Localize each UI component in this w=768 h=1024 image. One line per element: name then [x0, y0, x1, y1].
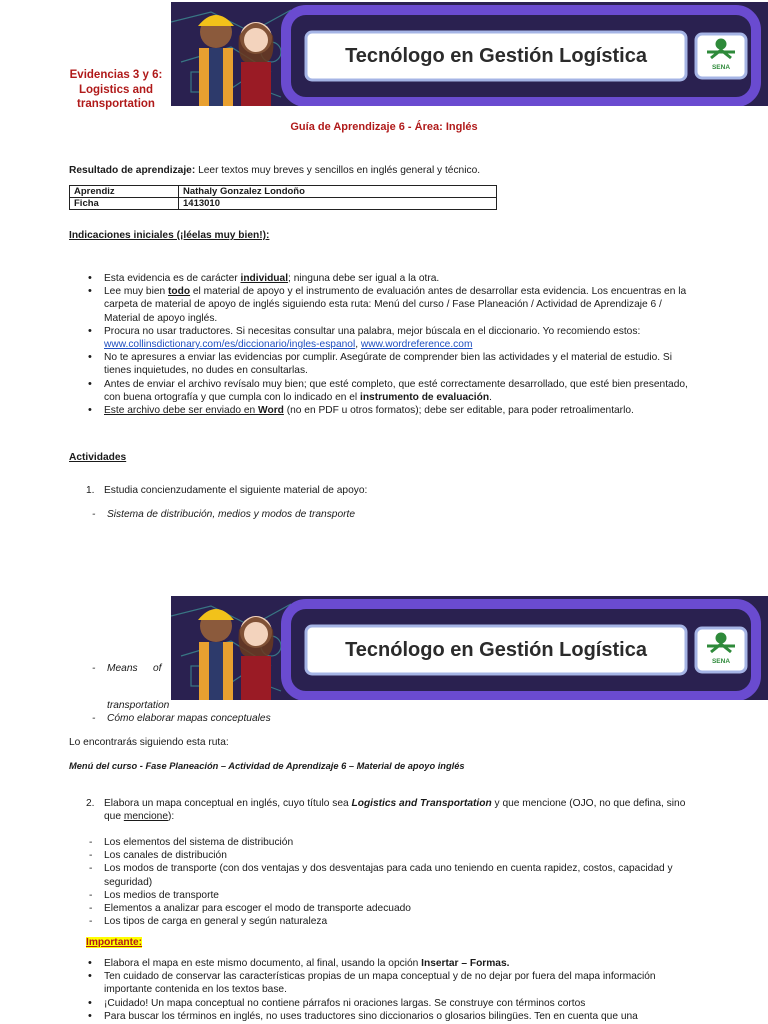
- header-banner-repeat: [171, 596, 768, 700]
- list-item: - Means: [92, 663, 138, 674]
- indications-heading: Indicaciones iniciales (¡léelas muy bien!):: [69, 230, 270, 241]
- activity-item: Estudia concienzudamente el siguiente material de apoyo:: [104, 485, 368, 496]
- list-item: • Ten cuidado de conservar las características propias de un mapa conceptual y de no dejar por fuera del mapa información importante contenida en los textos base.: [104, 970, 694, 996]
- info-table: [69, 185, 497, 210]
- list-item: • Elabora el mapa en este mismo documento, al final, usando la opción Insertar – Formas.: [104, 957, 694, 970]
- table-row: [70, 186, 497, 198]
- list-item: • Lee muy bien todo el material de apoyo y el instrumento de evaluación antes de desarrollar esta evidencia. Los encuentras en la carpeta de material de apoyo de inglés siguiendo esta ruta: Menú del curso / Fase Planeación / Actividad de Aprendizaje 6 / Material de apoyo inglés.: [104, 285, 694, 325]
- list-item: • Antes de enviar el archivo revísalo muy bien; que esté completo, que esté correctamente desarrollado, que esté bien presentado, con buena ortografía y que cumpla con lo indicado en el instrumento de evaluación.: [104, 378, 694, 404]
- dash-list: [89, 836, 704, 928]
- sena-logo: SENA: [711, 658, 731, 665]
- learning-result: Resultado de aprendizaje: Leer textos muy breves y sencillos en inglés general y técnico.: [69, 165, 481, 176]
- route-intro: Lo encontrarás siguiendo esta ruta:: [69, 737, 229, 748]
- table-cell: Aprendiz: [70, 186, 179, 198]
- list-item-word: of: [153, 663, 162, 674]
- list-item: - Cómo elaborar mapas conceptuales: [92, 713, 271, 724]
- activity-item: Elabora un mapa conceptual en inglés, cuyo título sea Logistics and Transportation y que mencione (OJO, no que defina, sino que mencione):: [104, 798, 686, 823]
- list-item: - Los medios de transporte: [89, 889, 219, 901]
- sena-logo: SENA: [711, 64, 731, 71]
- table-cell: Nathaly Gonzalez Londoño: [179, 186, 497, 198]
- list-item: - Los canales de distribución: [89, 850, 227, 862]
- list-item: - Los elementos del sistema de distribución: [89, 837, 294, 848]
- evidence-title: Evidencias 3 y 6: Logistics and transportation: [69, 69, 163, 110]
- table-cell: Ficha: [70, 198, 179, 210]
- table-cell: 1413010: [179, 198, 497, 210]
- item-number: 1.: [86, 485, 95, 496]
- list-item: - Elementos a analizar para escoger el modo de transporte adecuado: [89, 903, 411, 915]
- list-item: • Para buscar los términos en inglés, no uses traductores sino diccionarios o glosarios bilingües. Ten en cuenta que una: [104, 1010, 694, 1023]
- collins-link[interactable]: www.collinsdictionary.com/es/diccionario/ingles-espanol: [104, 339, 356, 351]
- important-label: Importante:: [86, 937, 143, 948]
- item-number: 2.: [86, 798, 95, 809]
- indications-list: [104, 272, 694, 417]
- list-item: • No te apresures a enviar las evidencias por cumplir. Asegúrate de comprender bien las actividades y el material de estudio. Si tienes inquietudes, no dudes en consultarlas.: [104, 351, 694, 377]
- banner-title: Tecnólogo en Gestión Logística: [345, 639, 647, 661]
- list-item: - Sistema de distribución, medios y modos de transporte: [92, 509, 356, 520]
- important-list: [104, 957, 694, 1023]
- header-banner: [171, 2, 768, 106]
- list-item: - Los tipos de carga en general y según naturaleza: [89, 916, 328, 928]
- list-item: • Procura no usar traductores. Si necesitas consultar una palabra, mejor búscala en el diccionario. Yo recomiendo estos: www.collinsdictionary.com/es/diccionario/ingles-espanol, www.wordreference.com: [104, 325, 694, 351]
- list-item-word: transportation: [107, 700, 170, 711]
- wordreference-link[interactable]: www.wordreference.com: [360, 339, 473, 351]
- list-item: - Los modos de transporte (con dos ventajas y dos desventajas para cada uno teniendo en cuenta rapidez, costos, capacidad y seguridad): [89, 863, 673, 888]
- route: Menú del curso - Fase Planeación – Actividad de Aprendizaje 6 – Material de apoyo inglés: [69, 761, 465, 771]
- list-item: • ¡Cuidado! Un mapa conceptual no contiene párrafos ni oraciones largas. Se construye con términos cortos: [104, 997, 694, 1010]
- activities-heading: Actividades: [69, 452, 127, 463]
- banner-title: Tecnólogo en Gestión Logística: [345, 45, 647, 67]
- list-item: • Esta evidencia es de carácter individual; ninguna debe ser igual a la otra.: [104, 272, 694, 285]
- guide-title: Guía de Aprendizaje 6 - Área: Inglés: [290, 121, 478, 133]
- list-item: • Este archivo debe ser enviado en Word (no en PDF u otros formatos); debe ser editable, para poder retroalimentarlo.: [104, 404, 694, 417]
- table-row: [70, 198, 497, 210]
